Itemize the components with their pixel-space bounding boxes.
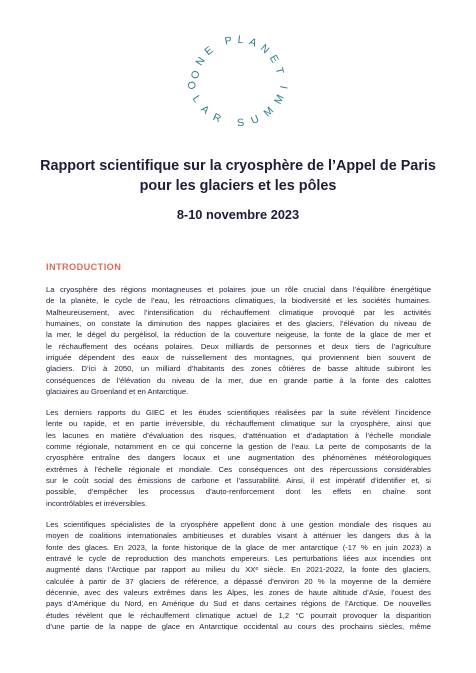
paragraph-line: les lacunes en matière d’évaluation des risques, d’atténuation et d’adaptation à l’échelle mondiale [46,430,431,440]
paragraph-line: glaciaires au Groenland et en Antarctique. [46,387,189,397]
paragraph-line: comme régionale, notamment en ce qui concerne la gestion de l’eau. La perte de composants de la [46,442,431,452]
paragraph-line: sur le coût social des émissions de carbone et l’assurabilité. Ainsi, il est impératif d’identifier et, si [46,476,431,486]
paragraph-line: études révèlent que le réchauffement climatique actuel de 1,2 °C pourrait provoquer la disparition [46,610,431,620]
paragraph-line: calculée à partir de 37 glaciers de référence, a dépassé d’environ 20 % la moyenne de la dernière [46,576,431,586]
paragraph-line: Malheureusement, avec l’intensification du réchauffement climatique provoqué par les activités [46,307,431,317]
paragraph-line: lente ou rapide, et en partie irréversible, du réchauffement climatique sur la cryosphère, ainsi que [46,419,431,429]
svg-text:ONE PLANET [189,34,287,81]
paragraph-3 [46,519,431,632]
paragraph-line: d’une partie de la nappe de glace en Antarctique occidental au cours des prochains siècles, même [46,622,431,632]
paragraph-line: possible, d’empêcher les processus d’auto-renforcement dont les effets en chaîne sont [46,487,431,497]
paragraph-line: pays d’Amérique du Nord, en Amérique du Sud et dans certaines régions de l’Arctique. De nouvelles [46,599,431,609]
paragraph-line: de la planète, le cycle de l’eau, les rétroactions climatiques, la biodiversité et les sociétés humaines. [46,296,431,306]
paragraph-line: augmenté dans l’Arctique par rapport au milieu du XXᵉ siècle. En 2021-2022, la fonte des glaciers, [46,565,431,575]
paragraph-line: Les derniers rapports du GIEC et les études scientifiques réalisées par la suite révèlent l’incidence [46,408,431,417]
paragraph-line: cryosphère entraîne des dangers locaux et une augmentation des phénomènes météorologiques [46,453,431,463]
paragraph-line: le réchauffement des océans polaires. Deux milliards de personnes et deux tiers de l’agriculture [46,341,431,351]
paragraph-line: extrêmes à l’échelle régionale et mondiale. Ces conséquences ont des répercussions considérables [46,464,431,474]
logo-ring-icon [182,23,294,135]
paragraph-2 [46,407,431,509]
paragraph-line: entravé le cycle de reproduction des manchots empereurs. Les perturbations liées aux incendies ont [46,554,431,564]
paragraph-line: irriguée dépendent des eaux de ruissellement des montagnes, qui proviennent bien souvent de [46,353,431,363]
paragraph-line: incontrôlables et irréversibles. [46,498,148,508]
paragraph-line: Les scientifiques spécialistes de la cryosphère appellent donc à une gestion mondiale des risques au [46,520,431,529]
logo-bottom-text: OLAR SUMMI [184,79,292,130]
paragraph-line: moyen de coalitions internationales ambitieuses et durables visant à atténuer les dangers dus à la [46,531,431,541]
paragraph-line: la mer, le dégel du pergélisol, la réduction de la couverture neigeuse, la fonte de la glace de mer et [46,330,431,340]
paragraph-line: fonte des glaces. En 2023, la fonte historique de la glace de mer antarctique (-17 % en juin 2023) a [46,542,431,552]
paragraph-line: humaines, on constate la diminution des nappes glaciaires et des glaciers, l’élévation du niveau de [46,319,431,329]
page-title [20,157,456,196]
paragraph-line: La cryosphère des régions montagneuses et polaires joue un rôle crucial dans l’équilibre énergétique [46,285,431,294]
title-line-2: pour les glaciers et les pôles [139,177,337,194]
paragraph-line: décennie, avec des valeurs extrêmes dans les Alpes, les zones de haute altitude d’Asie, l’ouest des [46,588,431,598]
paragraph-line: conséquences de l’élévation du niveau de la mer, due en grande partie à la fonte des calottes [46,375,431,385]
paragraph-line: glaciers. D’ici à 2050, un milliard d’habitants des zones côtières de basse altitude subiront les [46,364,431,374]
title-line-1: Rapport scientifique sur la cryosphère de l’Appel de Paris [40,158,436,174]
logo-top-text: ONE PLANET [188,33,288,81]
paragraph-1 [46,284,431,397]
event-dates: 8-10 novembre 2023 [176,207,300,222]
section-heading-introduction: INTRODUCTION [46,262,122,272]
one-planet-polar-summit-logo [182,23,294,135]
